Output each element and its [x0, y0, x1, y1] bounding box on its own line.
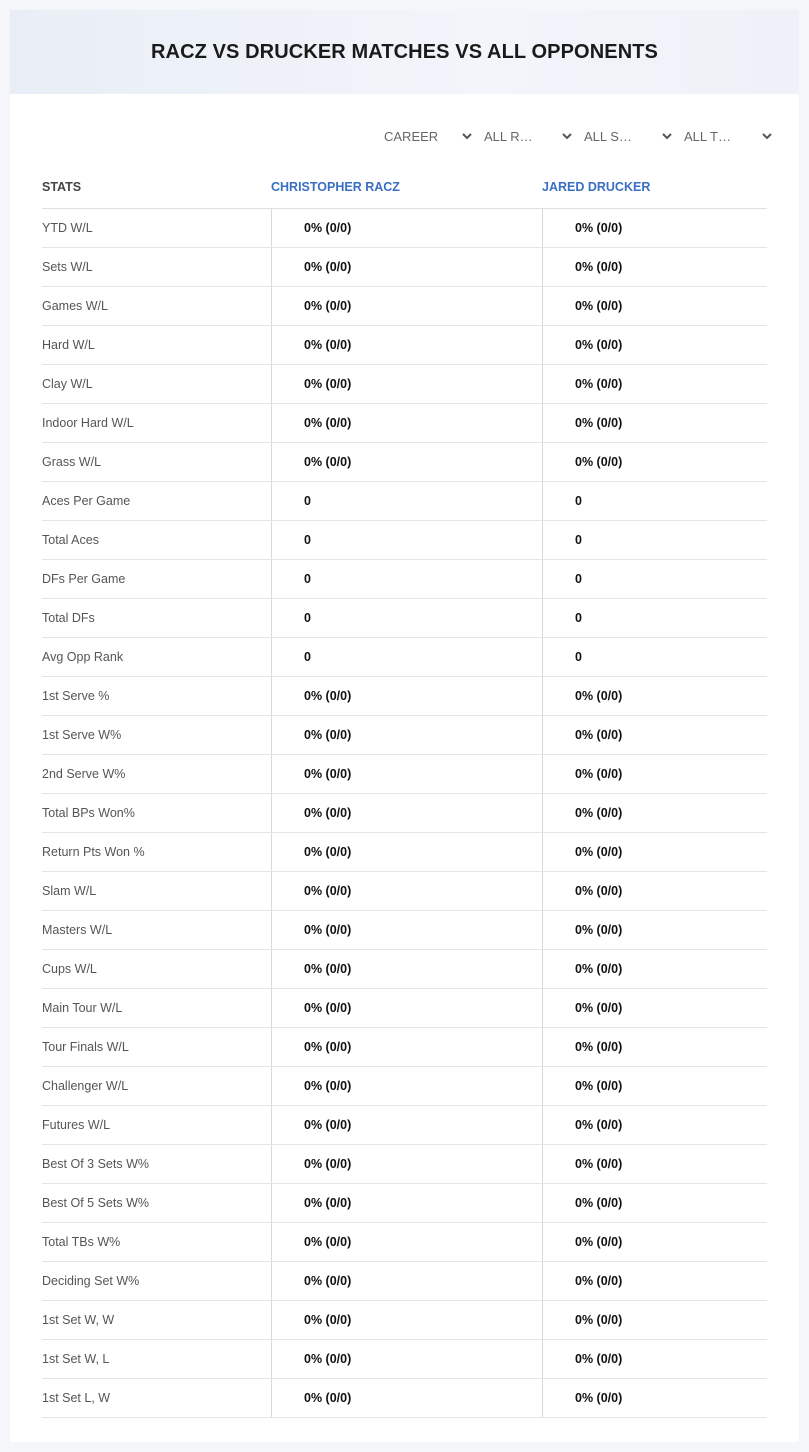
stat-label: Total Aces [42, 533, 99, 547]
player1-value: 0 [271, 482, 542, 520]
filter-select[interactable] [678, 126, 778, 146]
player1-value: 0% (0/0) [271, 872, 542, 910]
chevron-down-icon [562, 131, 572, 141]
player1-value: 0 [271, 560, 542, 598]
player1-value: 0% (0/0) [271, 1028, 542, 1066]
stat-label: Deciding Set W% [42, 1274, 140, 1288]
player1-value: 0 [271, 638, 542, 676]
stat-label: Tour Finals W/L [42, 1040, 129, 1054]
table-row [42, 638, 767, 677]
stats-table [42, 165, 767, 1418]
chevron-down-icon [662, 131, 672, 141]
table-body [42, 209, 767, 1418]
player2-value: 0% (0/0) [542, 404, 767, 442]
stat-label: Sets W/L [42, 260, 93, 274]
table-row [42, 326, 767, 365]
stat-label: Main Tour W/L [42, 1001, 123, 1015]
player2-value: 0% (0/0) [542, 209, 767, 247]
player2-value: 0% (0/0) [542, 1340, 767, 1378]
stat-label: Aces Per Game [42, 494, 131, 508]
player1-value: 0% (0/0) [271, 404, 542, 442]
player2-value: 0% (0/0) [542, 677, 767, 715]
player2-value: 0% (0/0) [542, 287, 767, 325]
player1-value: 0% (0/0) [271, 326, 542, 364]
player2-value: 0% (0/0) [542, 365, 767, 403]
player1-value: 0% (0/0) [271, 1340, 542, 1378]
player1-value: 0% (0/0) [271, 794, 542, 832]
player1-value: 0% (0/0) [271, 716, 542, 754]
stat-label: Indoor Hard W/L [42, 416, 134, 430]
player2-value: 0% (0/0) [542, 1301, 767, 1339]
player2-value: 0 [542, 560, 767, 598]
player1-value: 0% (0/0) [271, 950, 542, 988]
player2-value: 0% (0/0) [542, 794, 767, 832]
stat-label: DFs Per Game [42, 572, 126, 586]
player1-value: 0% (0/0) [271, 989, 542, 1027]
stat-label: Clay W/L [42, 377, 93, 391]
player1-value: 0 [271, 521, 542, 559]
stat-label: 1st Set W, L [42, 1352, 110, 1366]
table-row [42, 209, 767, 248]
player2-value: 0 [542, 521, 767, 559]
stat-label: Slam W/L [42, 884, 97, 898]
player1-column-header[interactable]: CHRISTOPHER RACZ [271, 179, 400, 194]
player1-value: 0% (0/0) [271, 1145, 542, 1183]
table-row [42, 365, 767, 404]
player1-value: 0% (0/0) [271, 1223, 542, 1261]
stat-label: Return Pts Won % [42, 845, 145, 859]
table-row [42, 1262, 767, 1301]
table-row [42, 833, 767, 872]
stats-card [10, 10, 799, 1442]
player2-value: 0% (0/0) [542, 1223, 767, 1261]
table-row [42, 677, 767, 716]
player2-value: 0 [542, 482, 767, 520]
player2-value: 0% (0/0) [542, 1067, 767, 1105]
table-row [42, 1340, 767, 1379]
table-row [42, 443, 767, 482]
filter-select[interactable] [378, 126, 478, 146]
table-row [42, 1184, 767, 1223]
stat-label: Avg Opp Rank [42, 650, 124, 664]
filter-label: ALL S… [584, 128, 632, 144]
player2-value: 0% (0/0) [542, 1028, 767, 1066]
player2-value: 0% (0/0) [542, 911, 767, 949]
stat-label: Total TBs W% [42, 1235, 121, 1249]
card-header [10, 10, 799, 94]
stat-label: Challenger W/L [42, 1079, 129, 1093]
stat-label: YTD W/L [42, 221, 93, 235]
stat-label: Grass W/L [42, 455, 102, 469]
filter-label: ALL R… [484, 128, 533, 144]
table-row [42, 1067, 767, 1106]
table-row [42, 1223, 767, 1262]
player2-value: 0% (0/0) [542, 326, 767, 364]
stat-label: Games W/L [42, 299, 108, 313]
player2-value: 0% (0/0) [542, 443, 767, 481]
player2-value: 0% (0/0) [542, 872, 767, 910]
table-row [42, 872, 767, 911]
player1-value: 0% (0/0) [271, 365, 542, 403]
player1-value: 0% (0/0) [271, 1067, 542, 1105]
table-row [42, 599, 767, 638]
player1-value: 0% (0/0) [271, 287, 542, 325]
table-row [42, 248, 767, 287]
table-row [42, 1301, 767, 1340]
stat-label: Total BPs Won% [42, 806, 135, 820]
player2-value: 0% (0/0) [542, 755, 767, 793]
filter-label: CAREER [384, 128, 439, 144]
stat-label: 1st Serve % [42, 689, 110, 703]
table-row [42, 560, 767, 599]
chevron-down-icon [462, 131, 472, 141]
player2-value: 0% (0/0) [542, 833, 767, 871]
table-row [42, 794, 767, 833]
player2-value: 0% (0/0) [542, 1262, 767, 1300]
player1-value: 0% (0/0) [271, 1184, 542, 1222]
player1-value: 0% (0/0) [271, 911, 542, 949]
table-header [42, 165, 767, 209]
player1-value: 0% (0/0) [271, 1301, 542, 1339]
stat-label: Futures W/L [42, 1118, 111, 1132]
stat-label: 2nd Serve W% [42, 767, 126, 781]
player1-value: 0% (0/0) [271, 1379, 542, 1417]
player1-value: 0% (0/0) [271, 1106, 542, 1144]
player1-value: 0% (0/0) [271, 443, 542, 481]
chevron-down-icon [762, 131, 772, 141]
player2-value: 0% (0/0) [542, 950, 767, 988]
player1-value: 0% (0/0) [271, 209, 542, 247]
filter-select[interactable] [578, 126, 678, 146]
stats-column-header: STATS [42, 179, 82, 194]
table-row [42, 1106, 767, 1145]
player2-value: 0% (0/0) [542, 1184, 767, 1222]
table-row [42, 755, 767, 794]
table-row [42, 521, 767, 560]
table-row [42, 482, 767, 521]
player2-value: 0 [542, 638, 767, 676]
table-row [42, 287, 767, 326]
stat-label: Masters W/L [42, 923, 113, 937]
stat-label: Best Of 3 Sets W% [42, 1157, 149, 1171]
table-row [42, 404, 767, 443]
player2-value: 0 [542, 599, 767, 637]
stat-label: Hard W/L [42, 338, 95, 352]
table-row [42, 950, 767, 989]
player2-value: 0% (0/0) [542, 1106, 767, 1144]
table-row [42, 716, 767, 755]
stat-label: Total DFs [42, 611, 95, 625]
player2-value: 0% (0/0) [542, 716, 767, 754]
player1-value: 0% (0/0) [271, 833, 542, 871]
filter-select[interactable] [478, 126, 578, 146]
stat-label: 1st Serve W% [42, 728, 122, 742]
table-row [42, 911, 767, 950]
filter-label: ALL T… [684, 128, 731, 144]
page-title: RACZ VS DRUCKER MATCHES VS ALL OPPONENTS [151, 40, 658, 63]
player2-value: 0% (0/0) [542, 989, 767, 1027]
stat-label: Cups W/L [42, 962, 97, 976]
player2-value: 0% (0/0) [542, 1145, 767, 1183]
stat-label: 1st Set W, W [42, 1313, 115, 1327]
table-row [42, 1379, 767, 1418]
table-row [42, 1028, 767, 1067]
table-row [42, 989, 767, 1028]
stat-label: 1st Set L, W [42, 1391, 111, 1405]
filter-bar [378, 126, 778, 146]
player1-value: 0% (0/0) [271, 677, 542, 715]
player2-value: 0% (0/0) [542, 1379, 767, 1417]
player1-value: 0 [271, 599, 542, 637]
player2-value: 0% (0/0) [542, 248, 767, 286]
player1-value: 0% (0/0) [271, 755, 542, 793]
player1-value: 0% (0/0) [271, 1262, 542, 1300]
stat-label: Best Of 5 Sets W% [42, 1196, 149, 1210]
player1-value: 0% (0/0) [271, 248, 542, 286]
table-row [42, 1145, 767, 1184]
player2-column-header[interactable]: JARED DRUCKER [542, 179, 651, 194]
